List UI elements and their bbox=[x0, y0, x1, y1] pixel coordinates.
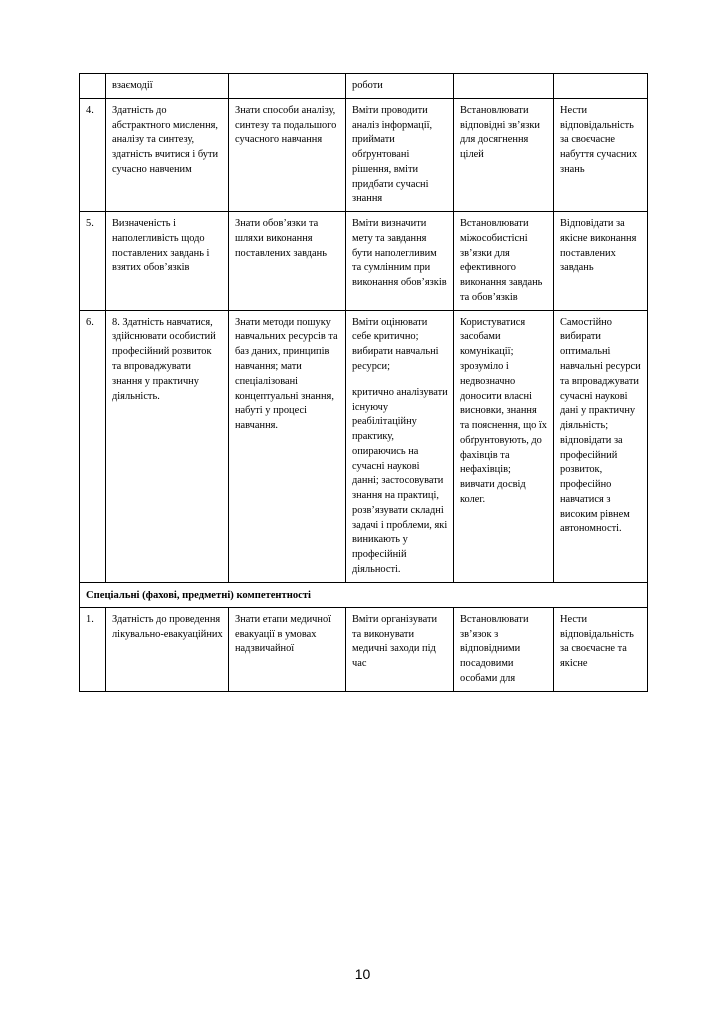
cell-responsibility: Нести відповідальність за своєчасне набуття сучасних знань bbox=[554, 98, 648, 211]
table-row bbox=[80, 310, 648, 582]
cell-communication: Встановлювати міжособистісні зв’язки для ефективного виконання завдань та обов’язків bbox=[454, 212, 554, 311]
cell-skills-paragraph: критично аналізувати існуючу реабілітаційну практику, опираючись на сучасні наукові данні; застосовувати знання на практиці, розв’язувати складні задачі і проблеми, які виникають у професійній діяльності. bbox=[352, 386, 448, 575]
competency-table bbox=[79, 73, 648, 692]
table-section-header-row bbox=[80, 582, 648, 607]
cell-responsibility: Самостійно вибирати оптимальні навчальні ресурси та впроваджувати сучасні наукові дані у практичну діяльність; відповідати за професійний розвиток, професійно навчатися з високим рівнем автономності. bbox=[554, 310, 648, 582]
page-number: 10 bbox=[354, 966, 371, 982]
cell-knowledge bbox=[229, 74, 346, 99]
competency-table-wrapper bbox=[79, 73, 647, 692]
cell-skills: Вміти організувати та виконувати медичні заходи під час bbox=[346, 607, 454, 691]
section-header-label: Спеціальні (фахові, предметні) компетентності bbox=[80, 582, 648, 607]
row-number: 6. bbox=[80, 310, 106, 582]
table-row bbox=[80, 212, 648, 311]
table-row bbox=[80, 98, 648, 211]
cell-competency: Здатність до проведення лікувально-евакуаційних bbox=[106, 607, 229, 691]
cell-skills bbox=[346, 310, 454, 582]
cell-knowledge: Знати обов’язки та шляхи виконання поставлених завдань bbox=[229, 212, 346, 311]
cell-competency: взаємодії bbox=[106, 74, 229, 99]
cell-responsibility: Відповідати за якісне виконання поставлених завдань bbox=[554, 212, 648, 311]
cell-skills-paragraph: Вміти оцінювати себе критично; вибирати навчальні ресурси; bbox=[352, 316, 439, 373]
row-number: 1. bbox=[80, 607, 106, 691]
cell-communication: Встановлювати зв’язок з відповідними посадовими особами для bbox=[454, 607, 554, 691]
cell-competency: 8. Здатність навчатися, здійснювати особистий професійний розвиток та впроваджувати знання у практичну діяльність. bbox=[106, 310, 229, 582]
cell-communication: Встановлювати відповідні зв’язки для досягнення цілей bbox=[454, 98, 554, 211]
table-row-continued bbox=[80, 74, 648, 99]
row-number: 5. bbox=[80, 212, 106, 311]
cell-communication: Користуватися засобами комунікації; зрозуміло і недвозначно доносити власні висновки, знання та пояснення, що їх обґрунтовують, до фахівців та нефахівців; вивчати досвід колег. bbox=[454, 310, 554, 582]
cell-competency: Визначеність і наполегливість щодо поставлених завдань і взятих обов’язків bbox=[106, 212, 229, 311]
cell-skills: Вміти визначити мету та завдання бути наполегливим та сумлінним при виконання обов’язків bbox=[346, 212, 454, 311]
cell-knowledge: Знати способи аналізу, синтезу та подальшого сучасного навчання bbox=[229, 98, 346, 211]
cell-responsibility bbox=[554, 74, 648, 99]
cell-communication bbox=[454, 74, 554, 99]
cell-skills: роботи bbox=[346, 74, 454, 99]
table-row bbox=[80, 607, 648, 691]
cell-competency: Здатність до абстрактного мислення, аналізу та синтезу, здатність вчитися і бути сучасно навченим bbox=[106, 98, 229, 211]
cell-skills: Вміти проводити аналіз інформації, приймати обґрунтовані рішення, вміти придбати сучасні знання bbox=[346, 98, 454, 211]
cell-responsibility: Нести відповідальність за своєчасне та якісне bbox=[554, 607, 648, 691]
cell-knowledge: Знати етапи медичної евакуації в умовах надзвичайної bbox=[229, 607, 346, 691]
cell-knowledge: Знати методи пошуку навчальних ресурсів та баз даних, принципів навчання; мати спеціалізовані концептуальні знання, набуті у процесі навчання. bbox=[229, 310, 346, 582]
row-number bbox=[80, 74, 106, 99]
row-number: 4. bbox=[80, 98, 106, 211]
